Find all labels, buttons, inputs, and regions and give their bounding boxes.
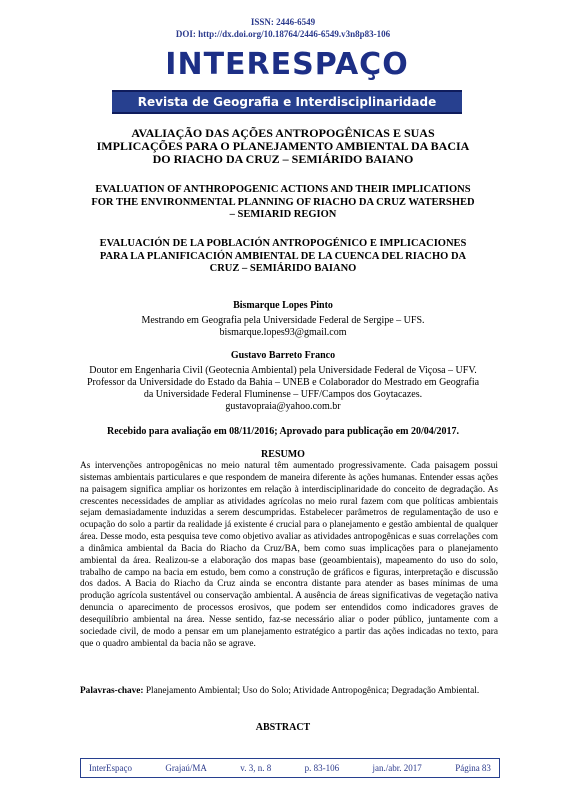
logo-subtitle: Revista de Geografia e Interdisciplinaridade	[137, 95, 437, 109]
journal-logo	[112, 48, 462, 114]
footer-place: Grajaú/MA	[165, 763, 207, 773]
title-spanish: EVALUACIÓN DE LA POBLACIÓN ANTROPOGÉNICO E IMPLICACIONES PARA LA PLANIFICACIÓN AMBIENTAL DE LA CUENCA DEL RIACHO DA CRUZ – SEMIÁRIDO BAIANO	[99, 238, 467, 274]
author-email[interactable]: gustavopraia@yahoo.com.br	[225, 401, 341, 412]
footer-journal: InterEspaço	[89, 763, 132, 773]
journal-identifiers	[0, 16, 566, 40]
page-footer	[80, 758, 500, 778]
logo-title: INTERESPAÇO	[165, 47, 409, 82]
title-portuguese: AVALIAÇÃO DAS AÇÕES ANTROPOGÊNICAS E SUAS IMPLICAÇÕES PARA O PLANEJAMENTO AMBIENTAL DA BACIA DO RIACHO DA CRUZ – SEMIÁRIDO BAIANO	[96, 126, 470, 166]
author-affiliation: Doutor em Engenharia Civil (Geotecnia Ambiental) pela Universidade Federal de Viçosa – UFV.	[89, 365, 477, 376]
resumo-text: As intervenções antropogênicas no meio natural têm aumentado progressivamente. Cada paisagem possui sistemas ambientais particulares e que respondem de maneira diferente às ações humanas. Entender essas ações na paisagem significa ampliar os horizontes em relação à interdisciplinaridade do conceito de degradação. As crescentes necessidades de ampliar as atividades agrícolas no meio rural fazem com que políticas ambientais sejam demasiadamente induzidas a serem descumpridas. Estabelecer parâmetros de regulamentação de uso e ocupação do solo a partir da realidade já existente é crucial para o planejamento e gestão ambiental de qualquer área. Desse modo, esta pesquisa teve como objetivo avaliar as atividades antropogênicas e suas correlações com a dinâmica ambiental da Bacia do Riacho da Cruz/BA, bem como suas implicações para o planejamento ambiental da área. Realizou-se a elaboração dos mapas base (geoambientais), mapeamento do uso do solo, trabalho de campo na bacia em estudo, bem como a construção de gráficos e figuras, interpretação e discussão dos dados. A Bacia do Riacho da Cruz ainda se encontra distante para atender as bases mínimas de uma produção agrícola sustentável ou conservação ambiental. A ausência de áreas significativas de vegetação nativa denuncia o aparecimento de processos erosivos, que podem ser entendidos como indicadores graves de desequilíbrio ambiental na área. Nesse sentido, faz-se necessário aliar o poder público, juntamente com a sociedade civil, de modo a pensar em um planejamento estratégico a partir das ações indicadas no texto, para que o quadro ambiental da bacia não se agrave.	[80, 461, 498, 649]
footer-page-number: Página 83	[455, 763, 491, 773]
abstract-heading: ABSTRACT	[255, 722, 311, 733]
author-block-2	[70, 350, 496, 413]
keywords-label: Palavras-chave:	[80, 686, 144, 696]
footer-pages: p. 83-106	[304, 763, 340, 773]
footer-period: jan./abr. 2017	[372, 763, 422, 773]
title-english: EVALUATION OF ANTHROPOGENIC ACTIONS AND THEIR IMPLICATIONS FOR THE ENVIRONMENTAL PLANNING OF RIACHO DA CRUZ WATERSHED – SEMIARID REGION	[91, 184, 475, 220]
author-name: Gustavo Barreto Franco	[230, 350, 336, 361]
author-affiliation: da Universidade Federal Fluminense – UFF/Campos dos Goytacazes.	[143, 389, 423, 400]
author-name: Bismarque Lopes Pinto	[233, 300, 333, 311]
keywords-text: Planejamento Ambiental; Uso do Solo; Atividade Antropogênica; Degradação Ambiental.	[145, 686, 480, 696]
footer-volume: v. 3, n. 8	[240, 763, 272, 773]
keywords	[80, 686, 498, 698]
issn: ISSN: 2446-6549	[250, 17, 316, 27]
author-affiliation: Mestrando em Geografia pela Universidade Federal de Sergipe – UFS.	[141, 315, 425, 326]
author-block-1	[70, 300, 496, 339]
doi-link[interactable]: DOI: http://dx.doi.org/10.18764/2446-6549.v3n8p83-106	[175, 29, 391, 39]
submission-dates: Recebido para avaliação em 08/11/2016; Aprovado para publicação em 20/04/2017.	[106, 426, 460, 437]
author-affiliation: Professor da Universidade do Estado da Bahia – UNEB e Colaborador do Mestrado em Geografia	[86, 377, 480, 388]
author-email[interactable]: bismarque.lopes93@gmail.com	[219, 327, 347, 338]
resumo-heading: RESUMO	[261, 449, 305, 460]
